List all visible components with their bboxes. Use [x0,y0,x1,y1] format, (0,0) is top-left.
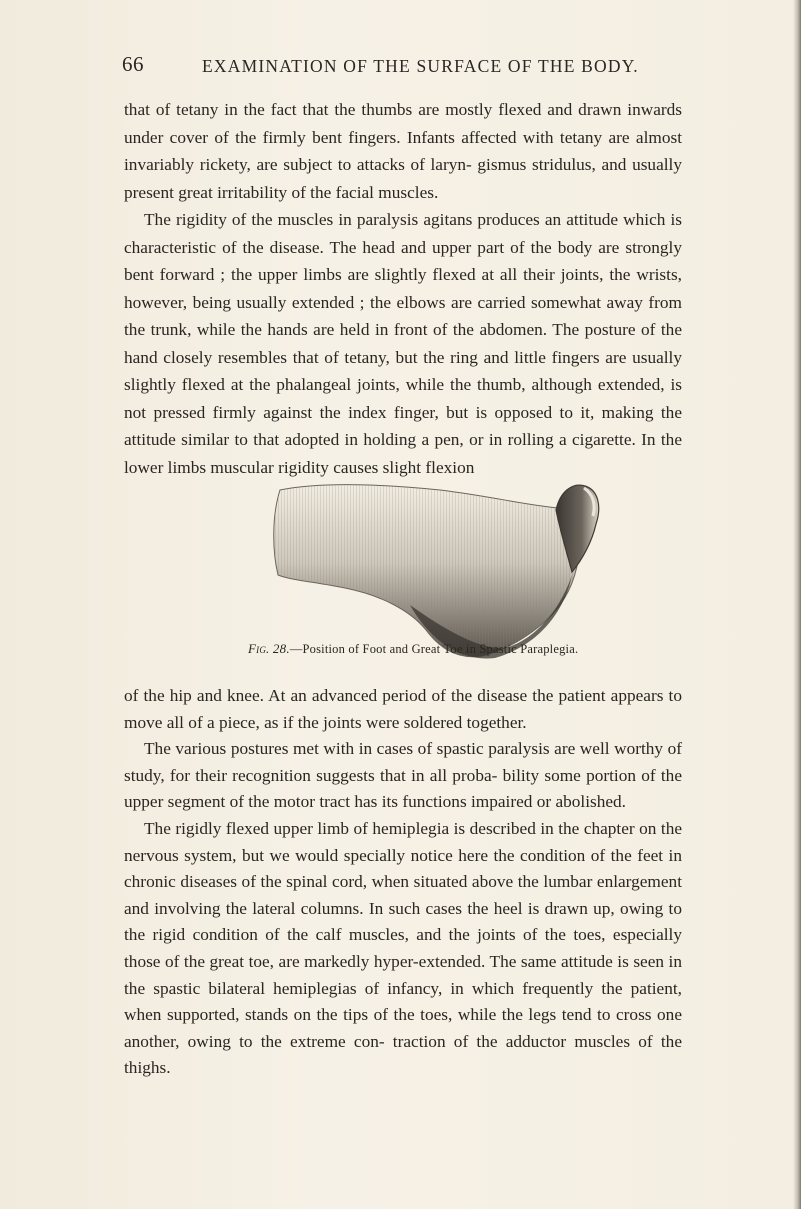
text-block-bottom [124,683,682,1082]
running-head: EXAMINATION OF THE SURFACE OF THE BODY. [202,56,639,76]
figure-caption [248,641,668,657]
page-number: 66 [122,52,144,76]
paragraph: The various postures met with in cases of spastic paralysis are well worthy of study, for their recognition suggests that in all proba- bility some portion of the upper segment of the motor tract has its functions impaired or abolished. [124,739,682,812]
paragraph: The rigidly flexed upper limb of hemiplegia is described in the chapter on the nervous system, but we would specially notice here the condition of the feet in chronic diseases of the spinal cord, when situated above the lumbar enlargement and involving the lateral columns. In such cases the heel is drawn up, owing to the rigid condition of the calf muscles, and the joints of the toes, especially those of the great toe, are markedly hyper-extended. The same attitude is seen in the spastic bilateral hemiplegias of infancy, in which frequently the patient, when supported, stands on the tips of the toes, while the legs tend to cross one another, owing to the extreme con- traction of the adductor muscles of the thighs. [124,818,682,1078]
figure-label: Fig. 28. [248,641,290,656]
paragraph: of the hip and knee. At an advanced period of the disease the patient appears to move all of a piece, as if the joints were soldered together. [124,686,682,732]
page-header [122,52,682,80]
paragraph: that of tetany in the fact that the thumbs are mostly flexed and drawn inwards under cover of the firmly bent fingers. Infants affected with tetany are almost invariably rickety, are subject to attacks of laryn- gismus stridulus, and usually present great irritability of the facial muscles. [124,100,682,202]
page-edge-shadow [793,0,801,1209]
figure-foot-illustration [260,480,610,660]
paragraph: The rigidity of the muscles in paralysis agitans produces an attitude which is characteristic of the disease. The head and upper part of the body are strongly bent forward ; the upper limbs are slightly flexed at all their joints, the wrists, however, being usually extended ; the elbows are carried somewhat away from the trunk, while the hands are held in front of the abdomen. The posture of the hand closely resembles that of tetany, but the ring and little fingers are usually slightly flexed at the phalangeal joints, while the thumb, although extended, is not pressed firmly against the index finger, but is opposed to it, making the attitude similar to that adopted in holding a pen, or in rolling a cigarette. In the lower limbs muscular rigidity causes slight flexion [124,210,682,477]
text-block-top [124,96,682,481]
foot-illustration [260,480,610,660]
figure-caption-text: —Position of Foot and Great Toe in Spastic Paraplegia. [289,642,579,656]
